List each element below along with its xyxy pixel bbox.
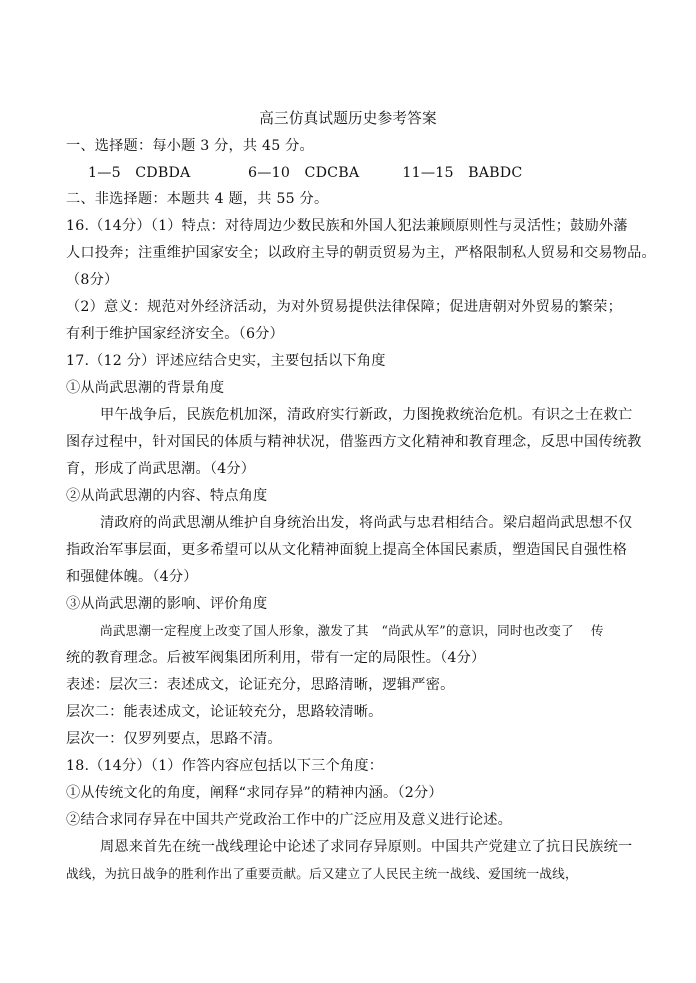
q17-grading-level2: 层次二：能表述成文，论证较充分，思路较清晰。 <box>66 704 383 720</box>
q17-angle1-para-line2: 图存过程中，针对国民的体质与精神状况，借鉴西方文化精神和教育理念，反思中国传统教 <box>66 434 642 450</box>
q17-angle2-para-line1: 清政府的尚武思潮从维护自身统治出发，将尚武与忠君相结合。梁启超尚武思想不仅 <box>100 515 633 531</box>
q18-angle2-heading: ②结合求同存异在中国共产党政治工作中的广泛应用及意义进行论述。 <box>66 812 513 828</box>
q18-angle2-para-line2: 战线，为抗日战争的胜利作出了重要贡献。后又建立了人民民主统一战线、爱国统一战线， <box>66 866 578 881</box>
q16-part1-line1: 16.（14分）（1）特点：对待周边少数民族和外国人犯法兼顾原则性与灵活性；鼓励外藩 <box>66 218 628 234</box>
q17-angle1-para-line3: 育，形成了尚武思潮。（4分） <box>66 461 256 477</box>
q16-part1-score: （8分） <box>66 272 119 288</box>
q17-angle2-heading: ②从尚武思潮的内容、特点角度 <box>66 488 268 504</box>
q17-angle2-para-line2: 指政治军事层面，更多希望可以从文化精神面貌上提高全体国民素质，塑造国民自强性格 <box>66 542 628 558</box>
q18-angle2-para-line1: 周恩来首先在统一战线理论中论述了求同存异原则。中国共产党建立了抗日民族统一 <box>100 839 633 855</box>
q18-angle1: ①从传统文化的角度，阐释“求同存异”的精神内涵。（2分） <box>66 785 443 801</box>
q17-angle3-para-line1: 尚武思潮一定程度上改变了国人形象，激发了其 “尚武从军”的意识，同时也改变了 传 <box>100 623 604 638</box>
q17-angle3-para-line2: 统的教育理念。后被军阀集团所利用，带有一定的局限性。（4分） <box>66 650 486 666</box>
q17-angle1-heading: ①从尚武思潮的背景角度 <box>66 380 225 396</box>
q17-heading: 17.（12 分）评述应结合史实，主要包括以下角度 <box>66 353 386 369</box>
q17-grading-level1: 层次一：仅罗列要点，思路不清。 <box>66 731 282 747</box>
q16-part1-line2: 人口投奔；注重维护国家安全；以政府主导的朝贡贸易为主，严格限制私人贸易和交易物品。 <box>66 245 656 261</box>
q17-angle2-para-line3: 和强健体魄。（4分） <box>66 569 198 585</box>
q17-grading-level3: 表述：层次三：表述成文，论证充分，思路清晰，逻辑严密。 <box>66 677 455 693</box>
section-heading-non-choice: 二、非选择题：本题共 4 题，共 55 分。 <box>66 191 329 207</box>
q18-heading: 18.（14分）（1）作答内容应包括以下三个角度： <box>66 758 384 774</box>
q17-angle1-para-line1: 甲午战争后，民族危机加深，清政府实行新政，力图挽救统治危机。有识之士在救亡 <box>100 407 633 423</box>
choice-answers-row: 1—5 CDBDA 6—10 CDCBA 11—15 BABDC <box>88 165 523 181</box>
q17-angle3-heading: ③从尚武思潮的影响、评价角度 <box>66 596 268 612</box>
q16-part2-line2: 有利于维护国家经济安全。（6分） <box>66 326 284 342</box>
page-title: 高三仿真试题历史参考答案 <box>259 110 437 127</box>
q16-part2-line1: （2）意义：规范对外经济活动，为对外贸易提供法律保障；促进唐朝对外贸易的繁荣； <box>66 299 622 315</box>
section-heading-multiple-choice: 一、选择题：每小题 3 分，共 45 分。 <box>66 138 314 154</box>
